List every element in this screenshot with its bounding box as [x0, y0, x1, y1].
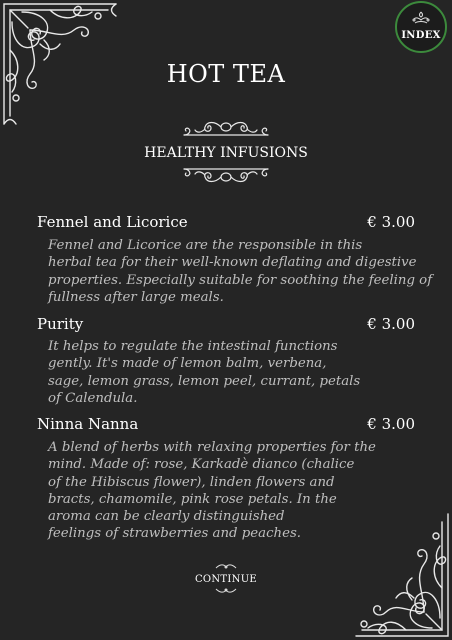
description-line: gently. It's made of lemon balm, verbena, [48, 356, 327, 372]
description-line: A blend of herbs with relaxing properties for the [48, 440, 376, 455]
description-line: sage, lemon grass, lemon peel, currant, petals [48, 373, 361, 389]
menu-item-price: € 3.00 [367, 315, 415, 333]
menu-item-name: Ninna Nanna [37, 415, 139, 433]
crown-ornament-icon [412, 11, 430, 25]
description-line: properties. Especially suitable for soothing the feeling of [48, 272, 433, 288]
ornament-icon [214, 587, 238, 595]
menu-item-name: Purity [37, 315, 84, 333]
scroll-ornament-bottom [181, 165, 271, 187]
description-line: aroma can be clearly distinguished [48, 509, 285, 525]
description-line: of the Hibiscus flower), linden flowers and [48, 474, 335, 490]
description-line: It helps to regulate the intestinal functions [48, 339, 338, 354]
menu-item-description [48, 338, 438, 407]
description-line: fullness after large meals. [48, 289, 224, 305]
page-title: HOT TEA [166, 60, 286, 88]
menu-item-description [48, 439, 438, 543]
description-line: feelings of strawberries and peaches. [48, 526, 302, 542]
menu-item-name: Fennel and Licorice [37, 213, 188, 231]
continue-button[interactable] [176, 562, 276, 594]
menu-item-price: € 3.00 [367, 213, 415, 231]
ornament-icon [214, 562, 238, 570]
menu-item-price: € 3.00 [367, 415, 415, 433]
description-line: Fennel and Licorice are the responsible in this [48, 238, 363, 253]
menu-item-description [48, 237, 438, 306]
scroll-ornament-top [181, 117, 271, 139]
description-line: of Calendula. [48, 390, 138, 406]
description-line: bracts, chamomile, pink rose petals. In the [48, 491, 337, 507]
index-button[interactable] [395, 1, 447, 53]
section-subtitle: HEALTHY INFUSIONS [144, 145, 308, 161]
description-line: herbal tea for their well-known deflating and digestive [48, 255, 417, 271]
index-label: INDEX [401, 30, 441, 41]
description-line: mind. Made of: rose, Karkadè dianco (chalice [48, 457, 355, 473]
continue-label: CONTINUE [194, 574, 258, 585]
